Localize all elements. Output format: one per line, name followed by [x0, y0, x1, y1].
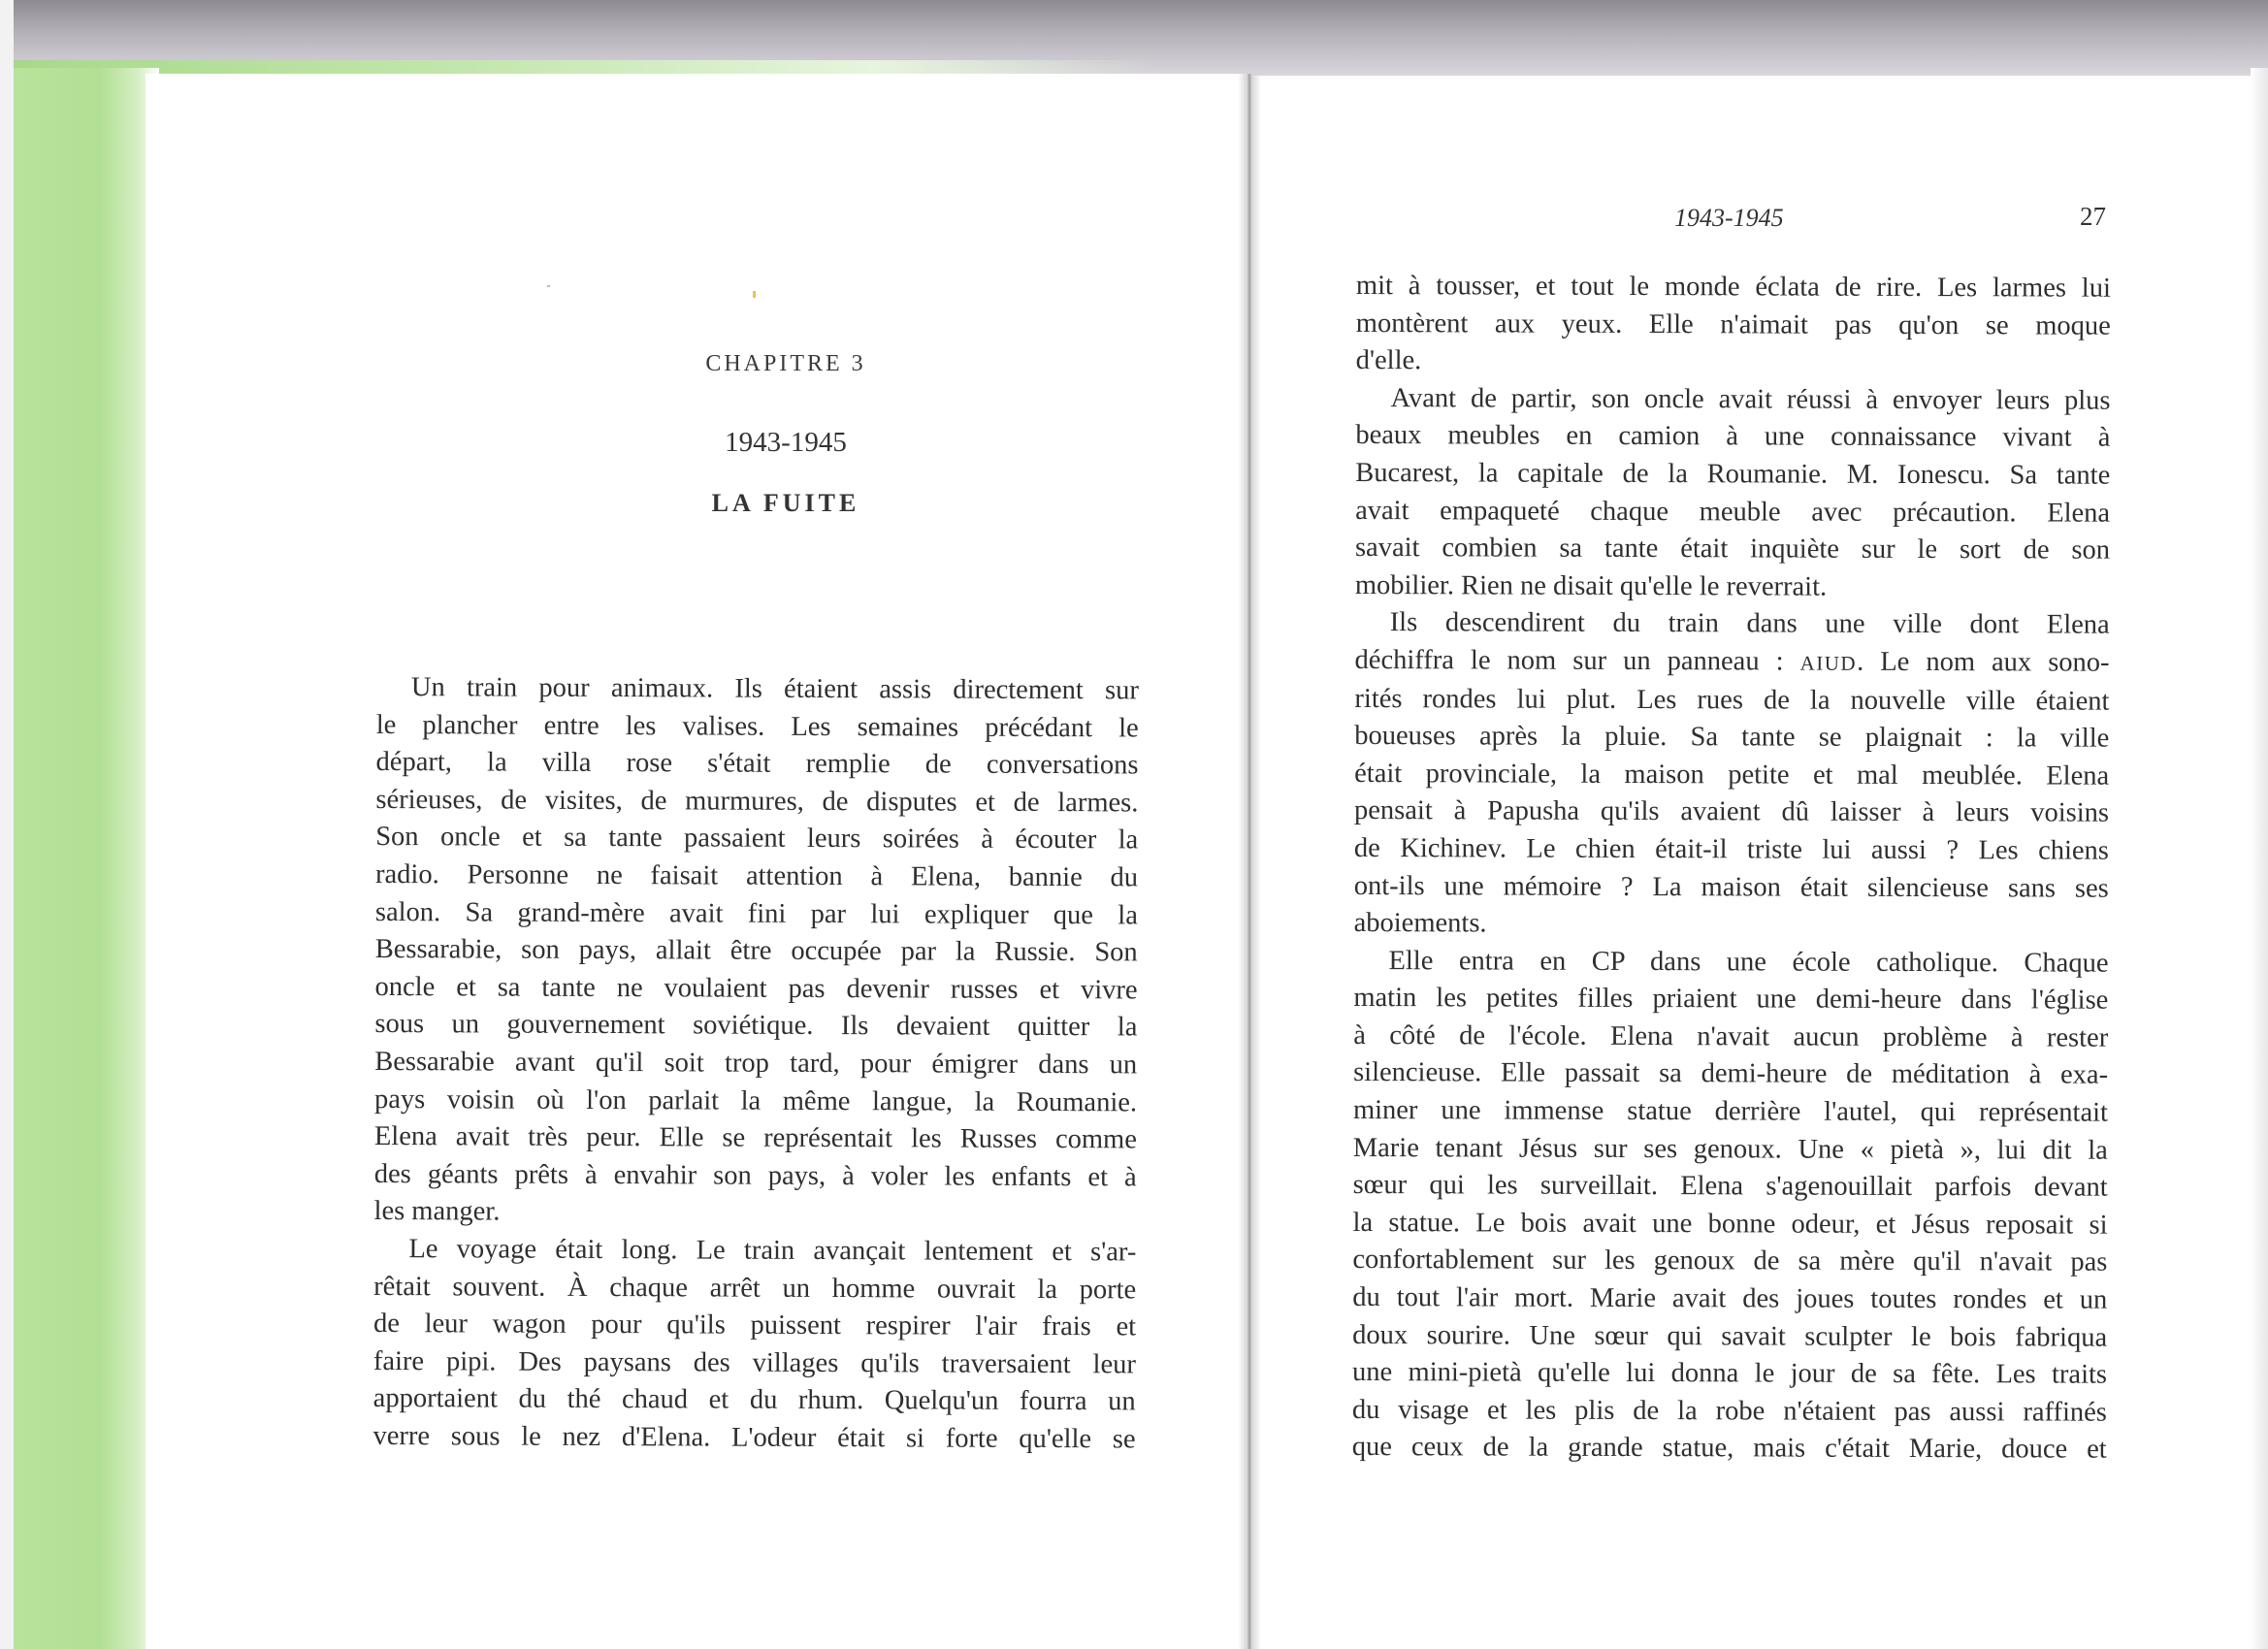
text-line: les manger. [373, 1196, 501, 1227]
text-line: d'elle. [1355, 345, 1422, 376]
text-line: Bessarabie avant qu'il soit trop tard, pour émigrer dans un [374, 1046, 1138, 1081]
text-line: sérieuses, de visites, de murmures, de disputes et de larmes. [375, 784, 1139, 819]
text-line: était provinciale, la maison petite et mal meublée. Elena [1354, 758, 2110, 792]
text-line: la statue. Le bois avait une bonne odeur, et Jésus reposait si [1352, 1207, 2108, 1241]
text-line: Elena avait très peur. Elle se représentait les Russes comme [373, 1121, 1137, 1155]
text-line: Ils descendirent du train dans une ville dont Elena [1389, 607, 2110, 641]
book-gutter [1238, 74, 1261, 1649]
text-line: une mini-pietà qu'elle lui donna le jour de sa fête. Les traits [1351, 1357, 2108, 1390]
text-line: Un train pour animaux. Ils étaient assis directement sur [410, 672, 1139, 706]
text-line: Marie tenant Jésus sur ses genoux. Une « pietà », lui dit la [1352, 1132, 2108, 1166]
text-line: avait empaqueté chaque meuble avec précaution. Elena [1355, 495, 2111, 529]
text-line: miner une immense statue derrière l'autel, qui représentait [1352, 1095, 2109, 1128]
chapter-years: 1943-1945 [725, 427, 847, 458]
text-line: aboiements. [1353, 908, 1487, 939]
chapter-label: CHAPITRE 3 [705, 351, 866, 376]
text-line: salon. Sa grand-mère avait fini par lui expliquer que la [374, 896, 1138, 930]
text-line: de leur wagon pour qu'ils puissent respirer l'air frais et [373, 1309, 1137, 1342]
text-line: du visage et les plis de la robe n'étaient pas aussi raffinés [1351, 1394, 2107, 1428]
text-line: confortablement sur les genoux de sa mère qu'il n'avait pas [1352, 1245, 2108, 1278]
chapter-title: LA FUITE [711, 489, 860, 517]
text-line: sous un gouvernement soviétique. Ils devaient quitter la [374, 1009, 1138, 1043]
scan-speck [547, 285, 550, 287]
left-page-body [373, 669, 1139, 1459]
text-line: radio. Personne ne faisait attention à Elena, bannie du [375, 858, 1139, 893]
text-line: sœur qui les surveillait. Elena s'agenouillait parfois devant [1352, 1170, 2108, 1203]
text-line: Bessarabie, son pays, allait être occupée par la Russie. Son [374, 934, 1138, 968]
page-edge-right [2251, 68, 2268, 1649]
text-line: à côté de l'école. Elena n'avait aucun problème à rester [1353, 1019, 2109, 1053]
text-line: beaux meubles en camion à une connaissance vivant à [1355, 420, 2111, 454]
page-number: 27 [2080, 202, 2106, 231]
text-line: le plancher entre les valises. Les semaines précédant le [375, 709, 1139, 744]
text-line: Le voyage était long. Le train avançait lentement et s'ar- [408, 1234, 1137, 1268]
text-line [1355, 642, 2110, 683]
text-line: Son oncle et sa tante passaient leurs soirées à écouter la [375, 822, 1139, 856]
text-line: verre sous le nez d'Elena. L'odeur était si forte qu'elle se [373, 1420, 1136, 1455]
text-fragment: . Le nom aux sono- [1857, 646, 2110, 678]
text-line: Avant de partir, son oncle avait réussi à envoyer leurs plus [1390, 382, 2111, 416]
text-line: pays voisin où l'on parlait la même langue, la Roumanie. [373, 1083, 1138, 1117]
text-line: savait combien sa tante était inquiète sur le sort de son [1354, 533, 2111, 566]
paragraph [373, 669, 1139, 1234]
text-line: boueuses après la pluie. Sa tante se plaignait : la ville [1354, 721, 2110, 754]
text-line: faire pipi. Des paysans des villages qu'ils traversaient leur [373, 1345, 1136, 1380]
text-line: mit à tousser, et tout le monde éclata de rire. Les larmes lui [1355, 270, 2111, 304]
text-fragment: déchiffra le nom sur un panneau : [1354, 644, 1800, 677]
cover-edge-left [14, 68, 159, 1649]
text-line: ont-ils une mémoire ? La maison était silencieuse sans ses [1353, 870, 2109, 904]
text-line: rités rondes lui plut. Les rues de la nouvelle ville étaient [1354, 683, 2110, 717]
text-line: que ceux de la grande statue, mais c'était Marie, douce et [1351, 1432, 2107, 1466]
text-line: pensait à Papusha qu'ils avaient dû laisser à leurs voisins [1353, 795, 2110, 829]
paragraph [1355, 380, 2111, 607]
text-line: apportaient du thé chaud et du rhum. Quelqu'un fourra un [373, 1383, 1136, 1417]
text-line: du tout l'air mort. Marie avait des joues toutes rondes et un [1352, 1282, 2108, 1315]
paragraph [373, 1231, 1136, 1459]
text-line: silencieuse. Elle passait sa demi-heure de méditation à exa- [1353, 1057, 2109, 1091]
text-line: montèrent aux yeux. Elle n'aimait pas qu'on se moque [1355, 307, 2111, 341]
text-line: rêtait souvent. À chaque arrêt un homme ouvrait la porte [373, 1271, 1137, 1305]
text-line: des géants prêts à envahir son pays, à voler les enfants et à [373, 1158, 1137, 1193]
place-name: AIUD [1799, 651, 1858, 675]
text-line: mobilier. Rien ne disait qu'elle le reverrait. [1354, 569, 1828, 602]
right-page-body [1352, 268, 2111, 1470]
text-line: de Kichinev. Le chien était-il triste lui aussi ? Les chiens [1353, 832, 2109, 866]
text-line: départ, la villa rose s'était remplie de conversations [375, 747, 1139, 781]
paragraph [1354, 604, 2110, 945]
text-line: oncle et sa tante ne voulaient pas devenir russes et vivre [374, 971, 1138, 1006]
text-line: matin les petites filles priaient une demi-heure dans l'église [1353, 983, 2109, 1016]
paragraph [1352, 943, 2109, 1470]
text-line: Bucarest, la capitale de la Roumanie. M. Ionescu. Sa tante [1355, 457, 2111, 491]
text-line: Elle entra en CP dans une école catholique. Chaque [1388, 945, 2109, 979]
paragraph [1356, 268, 2111, 382]
scan-speck [753, 291, 756, 298]
running-head: 1943-1945 [1674, 204, 1784, 232]
scanner-background-left [0, 0, 14, 1649]
text-line: doux sourire. Une sœur qui savait sculpter le bois fabriqua [1352, 1319, 2108, 1353]
